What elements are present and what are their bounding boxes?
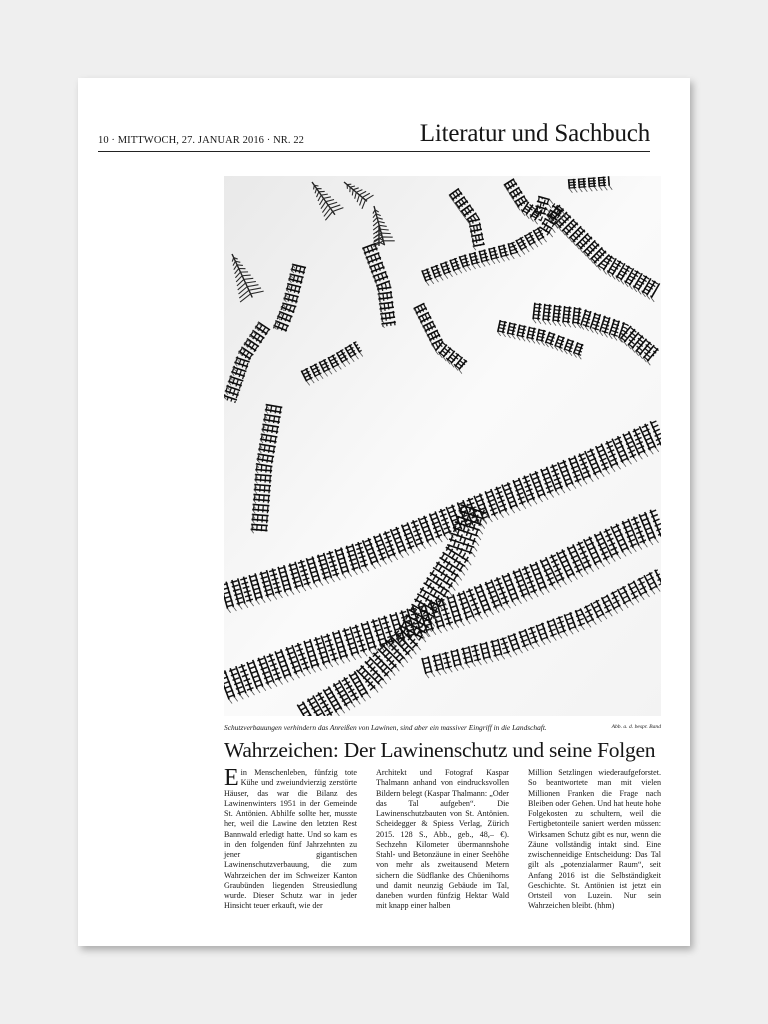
newspaper-page — [78, 78, 690, 946]
page-header — [98, 112, 650, 150]
photo-caption — [224, 723, 661, 735]
photo-illustration — [224, 176, 661, 716]
article-column-1 — [224, 765, 357, 912]
section-title: Literatur und Sachbuch — [419, 120, 650, 147]
article-column-2: Architekt und Fotograf Kaspar Thalmann anhand von eindrucksvollen Bildern belegt (Kaspar Thalmann: „Oder das Tal aufgeben“. Die Lawinenschutzbauten von St. Antönien. Scheidegger & Spiess Verlag, Zürich 2015. 128 S., Abb., geb., 48,– €). Sechzehn Kilometer übermannshohe Stahl- und Betonzäune in einer Seehöhe von mehr als zweitausend Metern sichern die Südflanke des Chüenihorns und damit neunzig Gebäude im Tal, daneben wurden fünfzig Hektar Wald mit knapp einer halben — [376, 768, 509, 911]
caption-credit: Abb. a. d. bespr. Band — [611, 724, 661, 730]
issue-line: 10 · MITTWOCH, 27. JANUAR 2016 · NR. 22 — [98, 135, 305, 146]
article-headline: Wahrzeichen: Der Lawinenschutz und seine Folgen — [224, 738, 656, 762]
caption-text: Schutzverbauungen verhindern das Anreißen von Lawinen, sind aber ein massiver Eingriff in die Landschaft. — [224, 723, 547, 732]
article-body — [224, 765, 661, 911]
avalanche-barrier-photo — [224, 176, 661, 716]
drop-cap: E — [224, 765, 239, 791]
article-column-3: Million Setzlingen wiederaufgeforstet. So beantwortete man mit vielen Millionen Franken die Frage nach Bleiben oder Gehen. Und hat heute hohe Folgekosten zu schultern, weil die Fertigbetonteile saniert werden müssen: Wirksamen Schutz gibt es nur, wenn die Zäune vollständig intakt sind. Eine zwischenneidige Entscheidung: Das Tal gilt als „potenzialarmer Raum“, seit Anfang 2016 ist die Selbständigkeit Geschichte. St. Antönien ist jetzt ein Ortsteil von Luzein. Nur sein Wahrzeichen bleibt. (hhm) — [528, 768, 661, 911]
header-rule — [98, 151, 650, 152]
column-1-text: in Menschenleben, fünfzig tote Kühe und zweiundvierzig zerstörte Häuser, das war die Bilanz des Lawinenwinters 1951 in der Gemeinde St. Antönien. Abhilfe sollte her, musste her, weil die Lawine den letzten Rest Bannwald erledigt hatte. Und so kam es in den folgenden fünf Jahrzehnten zu jener gigantischen Lawinenschutzverbauung, die zum Wahrzeichen der im Schweizer Kanton Graubünden liegenden Streusiedlung wurde. Dieser Schutz war in jeder Hinsicht teuer erkauft, wie der — [224, 768, 357, 911]
